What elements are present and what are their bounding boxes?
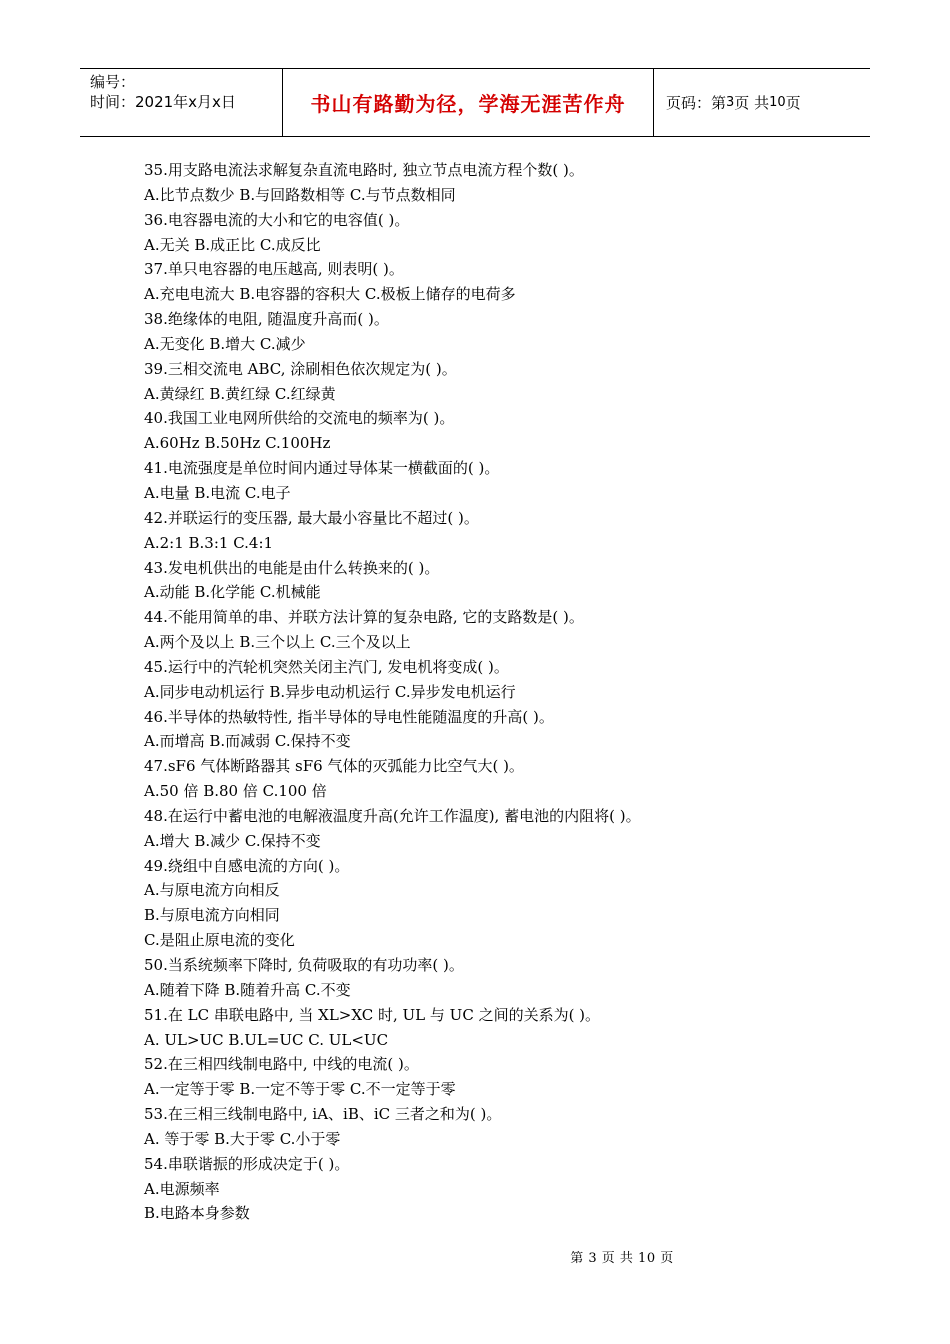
question-text: 39.三相交流电 ABC, 涂刷相色依次规定为( )。 bbox=[144, 359, 457, 378]
question-text: 46.半导体的热敏特性, 指半导体的导电性能随温度的升高( )。 bbox=[144, 707, 554, 726]
question-text: 45.运行中的汽轮机突然关闭主汽门, 发电机将变成( )。 bbox=[144, 657, 509, 676]
answer-options: B.电路本身参数 bbox=[144, 1204, 250, 1223]
answer-options: A.一定等于零 B.一定不等于零 C.不一定等于零 bbox=[144, 1080, 456, 1099]
question-text: 52.在三相四线制电路中, 中线的电流( )。 bbox=[144, 1055, 419, 1074]
answer-options: A.同步电动机运行 B.异步电动机运行 C.异步发电机运行 bbox=[144, 682, 516, 701]
question-text: 51.在 LC 串联电路中, 当 XL>XC 时, UL 与 UC 之间的关系为( )。 bbox=[144, 1005, 601, 1024]
page-footer bbox=[0, 1247, 950, 1266]
answer-options: C.是阻止原电流的变化 bbox=[144, 931, 295, 950]
answer-options: A.增大 B.减少 C.保持不变 bbox=[144, 831, 321, 850]
answer-options: A.动能 B.化学能 C.机械能 bbox=[144, 583, 321, 602]
answer-options: A.无关 B.成正比 C.成反比 bbox=[144, 235, 321, 254]
question-text: 43.发电机供出的电能是由什么转换来的( )。 bbox=[144, 558, 440, 577]
answer-options: A.与原电流方向相反 bbox=[144, 881, 280, 900]
answer-options: A.比节点数少 B.与回路数相等 C.与节点数相同 bbox=[144, 185, 456, 204]
answer-options: A. 等于零 B.大于零 C.小于零 bbox=[144, 1129, 341, 1148]
question-text: 48.在运行中蓄电池的电解液温度升高(允许工作温度), 蓄电池的内阻将( )。 bbox=[144, 806, 641, 825]
question-text: 38.绝缘体的电阻, 随温度升高而( )。 bbox=[144, 310, 389, 329]
document-number-label: 编号： bbox=[90, 73, 136, 91]
page-suffix: 页 bbox=[785, 94, 801, 112]
question-text: 53.在三相三线制电路中, iA、iB、iC 三者之和为( )。 bbox=[144, 1105, 502, 1124]
question-text: 54.串联谐振的形成决定于( )。 bbox=[144, 1154, 350, 1173]
page-header bbox=[80, 68, 870, 137]
question-text: 35.用支路电流法求解复杂直流电路时, 独立节点电流方程个数( )。 bbox=[144, 161, 584, 179]
answer-options: A. UL>UC B.UL=UC C. UL<UC bbox=[144, 1030, 389, 1049]
question-text: 37.单只电容器的电压越高, 则表明( )。 bbox=[144, 260, 404, 279]
question-text: 50.当系统频率下降时, 负荷吸取的有功功率( )。 bbox=[144, 956, 464, 974]
question-list bbox=[144, 158, 844, 1226]
answer-options: A.电源频率 bbox=[144, 1179, 220, 1198]
answer-options: A.60Hz B.50Hz C.100Hz bbox=[144, 434, 331, 453]
question-text: 40.我国工业电网所供给的交流电的频率为( )。 bbox=[144, 409, 455, 428]
question-text: 47.sF6 气体断路器其 sF6 气体的灭弧能力比空气大( )。 bbox=[144, 757, 524, 776]
page-total: 10 bbox=[769, 95, 786, 110]
header-info bbox=[80, 69, 282, 136]
question-text: 36.电容器电流的大小和它的电容值( )。 bbox=[144, 210, 410, 229]
question-text: 49.绕组中自感电流的方向( )。 bbox=[144, 856, 350, 875]
question-text: 42.并联运行的变压器, 最大最小容量比不超过( )。 bbox=[144, 508, 479, 527]
answer-options: A.随着下降 B.随着升高 C.不变 bbox=[144, 980, 351, 999]
page-prefix: 页码：第 bbox=[666, 94, 727, 112]
footer-page-number: 第 3 页 共 10 页 bbox=[570, 1251, 674, 1266]
answer-options: A.而增高 B.而减弱 C.保持不变 bbox=[144, 732, 351, 751]
page-mid: 页 共 bbox=[734, 94, 770, 112]
answer-options: A.2:1 B.3:1 C.4:1 bbox=[144, 533, 274, 552]
answer-options: A.两个及以上 B.三个以上 C.三个及以上 bbox=[144, 633, 411, 652]
answer-options: A.充电电流大 B.电容器的容积大 C.极板上储存的电荷多 bbox=[144, 285, 516, 304]
header-page-info bbox=[654, 69, 870, 136]
document-time: 时间：2021年x月x日 bbox=[90, 93, 236, 111]
answer-options: A.无变化 B.增大 C.减少 bbox=[144, 334, 306, 353]
answer-options: A.50 倍 B.80 倍 C.100 倍 bbox=[144, 782, 327, 801]
answer-options: B.与原电流方向相同 bbox=[144, 906, 280, 925]
question-text: 44.不能用简单的串、并联方法计算的复杂电路, 它的支路数是( )。 bbox=[144, 608, 584, 627]
page-current: 3 bbox=[726, 95, 735, 110]
answer-options: A.电量 B.电流 C.电子 bbox=[144, 483, 291, 502]
question-text: 41.电流强度是单位时间内通过导体某一横截面的( )。 bbox=[144, 459, 500, 478]
answer-options: A.黄绿红 B.黄红绿 C.红绿黄 bbox=[144, 384, 336, 403]
header-motto: 书山有路勤为径，学海无涯苦作舟 bbox=[282, 69, 654, 136]
